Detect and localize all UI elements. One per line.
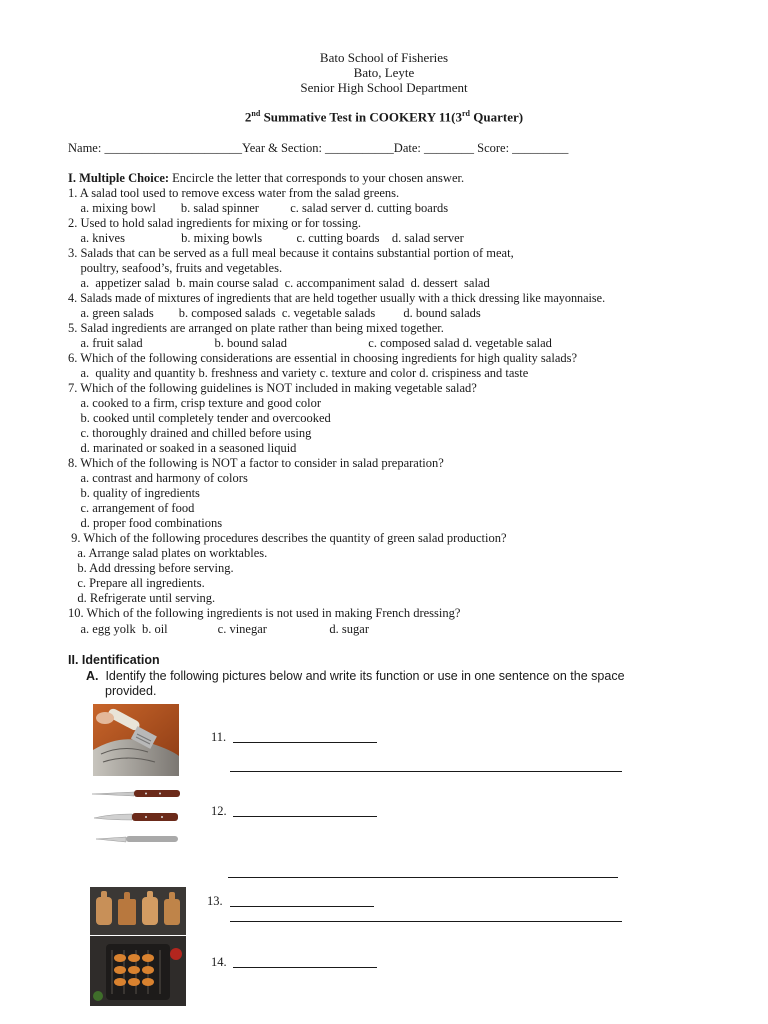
choice-line: a. fruit salad b. bound salad c. composed salad d. vegetable salad xyxy=(68,336,552,350)
answer-blank[interactable] xyxy=(233,967,377,968)
function-blank[interactable] xyxy=(228,877,618,878)
school-name: Bato School of Fisheries xyxy=(319,50,449,65)
school-location: Bato, Leyte xyxy=(353,65,415,80)
question-line: 1. A salad tool used to remove excess water from the salad greens. xyxy=(68,186,400,200)
function-blank[interactable] xyxy=(230,771,622,772)
test-title: 2nd Summative Test in COOKERY 11(3rd Quarter) xyxy=(244,109,524,125)
question-line: poultry, seafood’s, fruits and vegetables. xyxy=(68,261,283,275)
part2-heading: II. Identification xyxy=(68,653,160,667)
choice-line: d. proper food combinations xyxy=(68,516,223,530)
answer-blank[interactable] xyxy=(230,906,374,907)
choice-line: a. green salads b. composed salads c. vegetable salads d. bound salads xyxy=(68,306,481,320)
part2-instruction-cont: provided. xyxy=(105,684,157,698)
question-line: 10. Which of the following ingredients is not used in making French dressing? xyxy=(68,606,461,620)
choice-line: d. Refrigerate until serving. xyxy=(68,591,216,605)
grilled-shrimp-picture xyxy=(90,936,186,1006)
question-line: 4. Salads made of mixtures of ingredients that are held together usually with a thick dressing like mayonnaise. xyxy=(68,291,606,305)
answer-blank[interactable] xyxy=(233,742,377,743)
choice-line: a. quality and quantity b. freshness and variety c. texture and color d. crispiness and taste xyxy=(68,366,529,380)
question-line: 3. Salads that can be served as a full meal because it contains substantial portion of meat, xyxy=(68,246,514,260)
student-info-fields: Name: ______________________Year & Section: ___________Date: ________ Score: _________ xyxy=(68,141,569,155)
knives-picture xyxy=(90,787,182,847)
choice-line: a. egg yolk b. oil c. vinegar d. sugar xyxy=(68,622,369,636)
answer-blank[interactable] xyxy=(233,816,377,817)
choice-line: a. knives b. mixing bowls c. cutting boards d. salad server xyxy=(68,231,464,245)
choice-line: a. appetizer salad b. main course salad c. accompaniment salad d. dessert salad xyxy=(68,276,490,290)
choice-line: b. quality of ingredients xyxy=(68,486,200,500)
choice-line: b. Add dressing before serving. xyxy=(68,561,234,575)
choice-line: a. Arrange salad plates on worktables. xyxy=(68,546,268,560)
fish-scaler-picture xyxy=(93,704,179,776)
question-line: 8. Which of the following is NOT a factor to consider in salad preparation? xyxy=(68,456,444,470)
choice-line: c. Prepare all ingredients. xyxy=(68,576,205,590)
item-number: 12. xyxy=(211,804,227,818)
choice-line: a. cooked to a firm, crisp texture and good color xyxy=(68,396,322,410)
choice-line: a. mixing bowl b. salad spinner c. salad server d. cutting boards xyxy=(68,201,449,215)
part1-heading: I. Multiple Choice: Encircle the letter that corresponds to your chosen answer. xyxy=(68,171,465,185)
question-line: 7. Which of the following guidelines is NOT included in making vegetable salad? xyxy=(68,381,477,395)
question-line: 5. Salad ingredients are arranged on plate rather than being mixed together. xyxy=(68,321,444,335)
item-number: 13. xyxy=(207,894,223,908)
question-line: 9. Which of the following procedures describes the quantity of green salad production? xyxy=(68,531,507,545)
choice-line: c. thoroughly drained and chilled before using xyxy=(68,426,312,440)
function-blank[interactable] xyxy=(230,921,622,922)
department-name: Senior High School Department xyxy=(300,80,468,95)
part2-instruction: A. Identify the following pictures below and write its function or use in one sentence on the space xyxy=(86,669,625,683)
item-number: 14. xyxy=(211,955,227,969)
question-line: 6. Which of the following considerations are essential in choosing ingredients for high quality salads? xyxy=(68,351,578,365)
choice-line: c. arrangement of food xyxy=(68,501,195,515)
choice-line: d. marinated or soaked in a seasoned liquid xyxy=(68,441,297,455)
cutting-boards-picture xyxy=(90,887,186,935)
item-number: 11. xyxy=(211,730,227,744)
question-line: 2. Used to hold salad ingredients for mixing or for tossing. xyxy=(68,216,362,230)
choice-line: a. contrast and harmony of colors xyxy=(68,471,248,485)
choice-line: b. cooked until completely tender and overcooked xyxy=(68,411,331,425)
